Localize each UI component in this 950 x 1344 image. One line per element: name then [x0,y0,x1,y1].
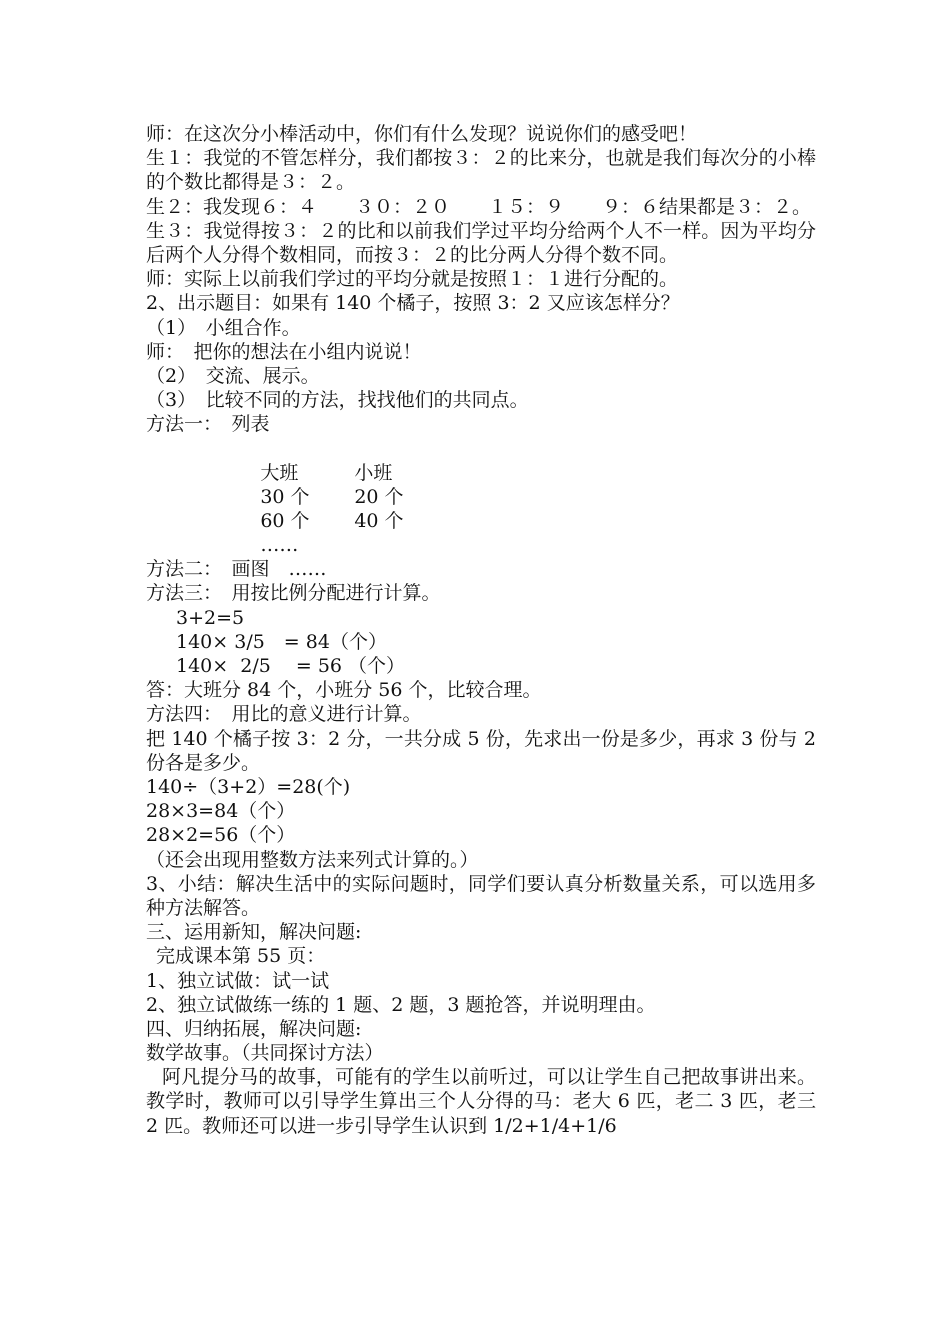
text-line: 答：大班分 84 个，小班分 56 个，比较合理。 [146,679,542,702]
text-paragraph: 3、小结：解决生活中的实际问题时，同学们要认真分析数量关系，可以选用多种方法解答。 [146,872,816,919]
formula-line: 28×2=56（个） [146,824,296,847]
formula-line: 140× 2/5 = 56 （个） [176,655,406,678]
table-header-row [146,437,816,484]
text-line: （2） 交流、展示。 [146,364,320,387]
table-cell: 20 个 [354,485,404,508]
list-table [146,437,816,557]
formula-line: 28×3=84（个） [146,800,296,823]
formula-line: 140× 3/5 = 84（个） [176,630,387,653]
text-line: 方法二： 画图 …… [146,558,327,581]
text-line: （3） 比较不同的方法，找找他们的共同点。 [146,389,529,412]
text-line: 方法一： 列表 [146,413,270,436]
table-header-cell: 小班 [354,461,393,484]
text-paragraph: 生３：我觉得按３：２的比和以前我们学过平均分给两个人不一样。因为平均分后两个人分得个数相同，而按３：２的比分两人分得个数不同。 [146,219,816,266]
text-line: 2、出示题目：如果有 140 个橘子，按照 3：2 又应该怎样分？ [146,292,680,315]
table-cell: 60 个 [260,510,310,533]
section-heading: 四、归纳拓展，解决问题: [146,1017,362,1040]
table-cell: 30 个 [260,485,310,508]
text-paragraph: 阿凡提分马的故事，可能有的学生以前听过，可以让学生自己把故事讲出来。教学时，教师可以引导学生算出三个人分得的马：老大 6 匹，老二 3 匹，老三 2 匹。教师还可以进一步引导学生认识到 1/2+1/4+1/6 [146,1066,816,1137]
table-ellipsis-text: …… [260,534,299,557]
formula-line: 140÷（3+2）=28(个) [146,775,351,798]
formula-line: 3+2=5 [176,606,245,629]
table-cell: 40 个 [354,510,404,533]
text-line: 方法三： 用按比例分配进行计算。 [146,582,441,605]
text-line: 师：实际上以前我们学过的平均分就是按照１：１进行分配的。 [146,268,679,291]
text-line: 师：在这次分小棒活动中，你们有什么发现？说说你们的感受吧！ [146,123,698,145]
text-paragraph: 生２：我发现６：４ ３０：２０ １５：９ ９：６结果都是３：２。 [146,195,812,218]
text-line: 1、独立试做：试一试 [146,969,330,992]
section-heading: 三、运用新知，解决问题: [146,921,362,944]
table-header-cell: 大班 [260,461,299,484]
text-line: 方法四： 用比的意义进行计算。 [146,703,422,726]
text-line: 完成课本第 55 页： [156,945,326,968]
document-body [146,122,816,1138]
text-paragraph: 生１：我觉的不管怎样分，我们都按３：２的比来分，也就是我们每次分的小棒的个数比都得是３：２。 [146,147,816,194]
text-line: （1） 小组合作。 [146,316,301,339]
text-line: 2、独立试做练一练的 1 题、2 题，3 题抢答，并说明理由。 [146,993,656,1016]
text-paragraph: 把 140 个橘子按 3：2 分，一共分成 5 份，先求出一份是多少，再求 3 份与 2 份各是多少。 [146,727,816,774]
text-line: （还会出现用整数方法来列式计算的。） [146,848,479,871]
text-line: 师： 把你的想法在小组内说说！ [146,340,422,363]
text-line: 数学故事。（共同探讨方法） [146,1042,384,1065]
